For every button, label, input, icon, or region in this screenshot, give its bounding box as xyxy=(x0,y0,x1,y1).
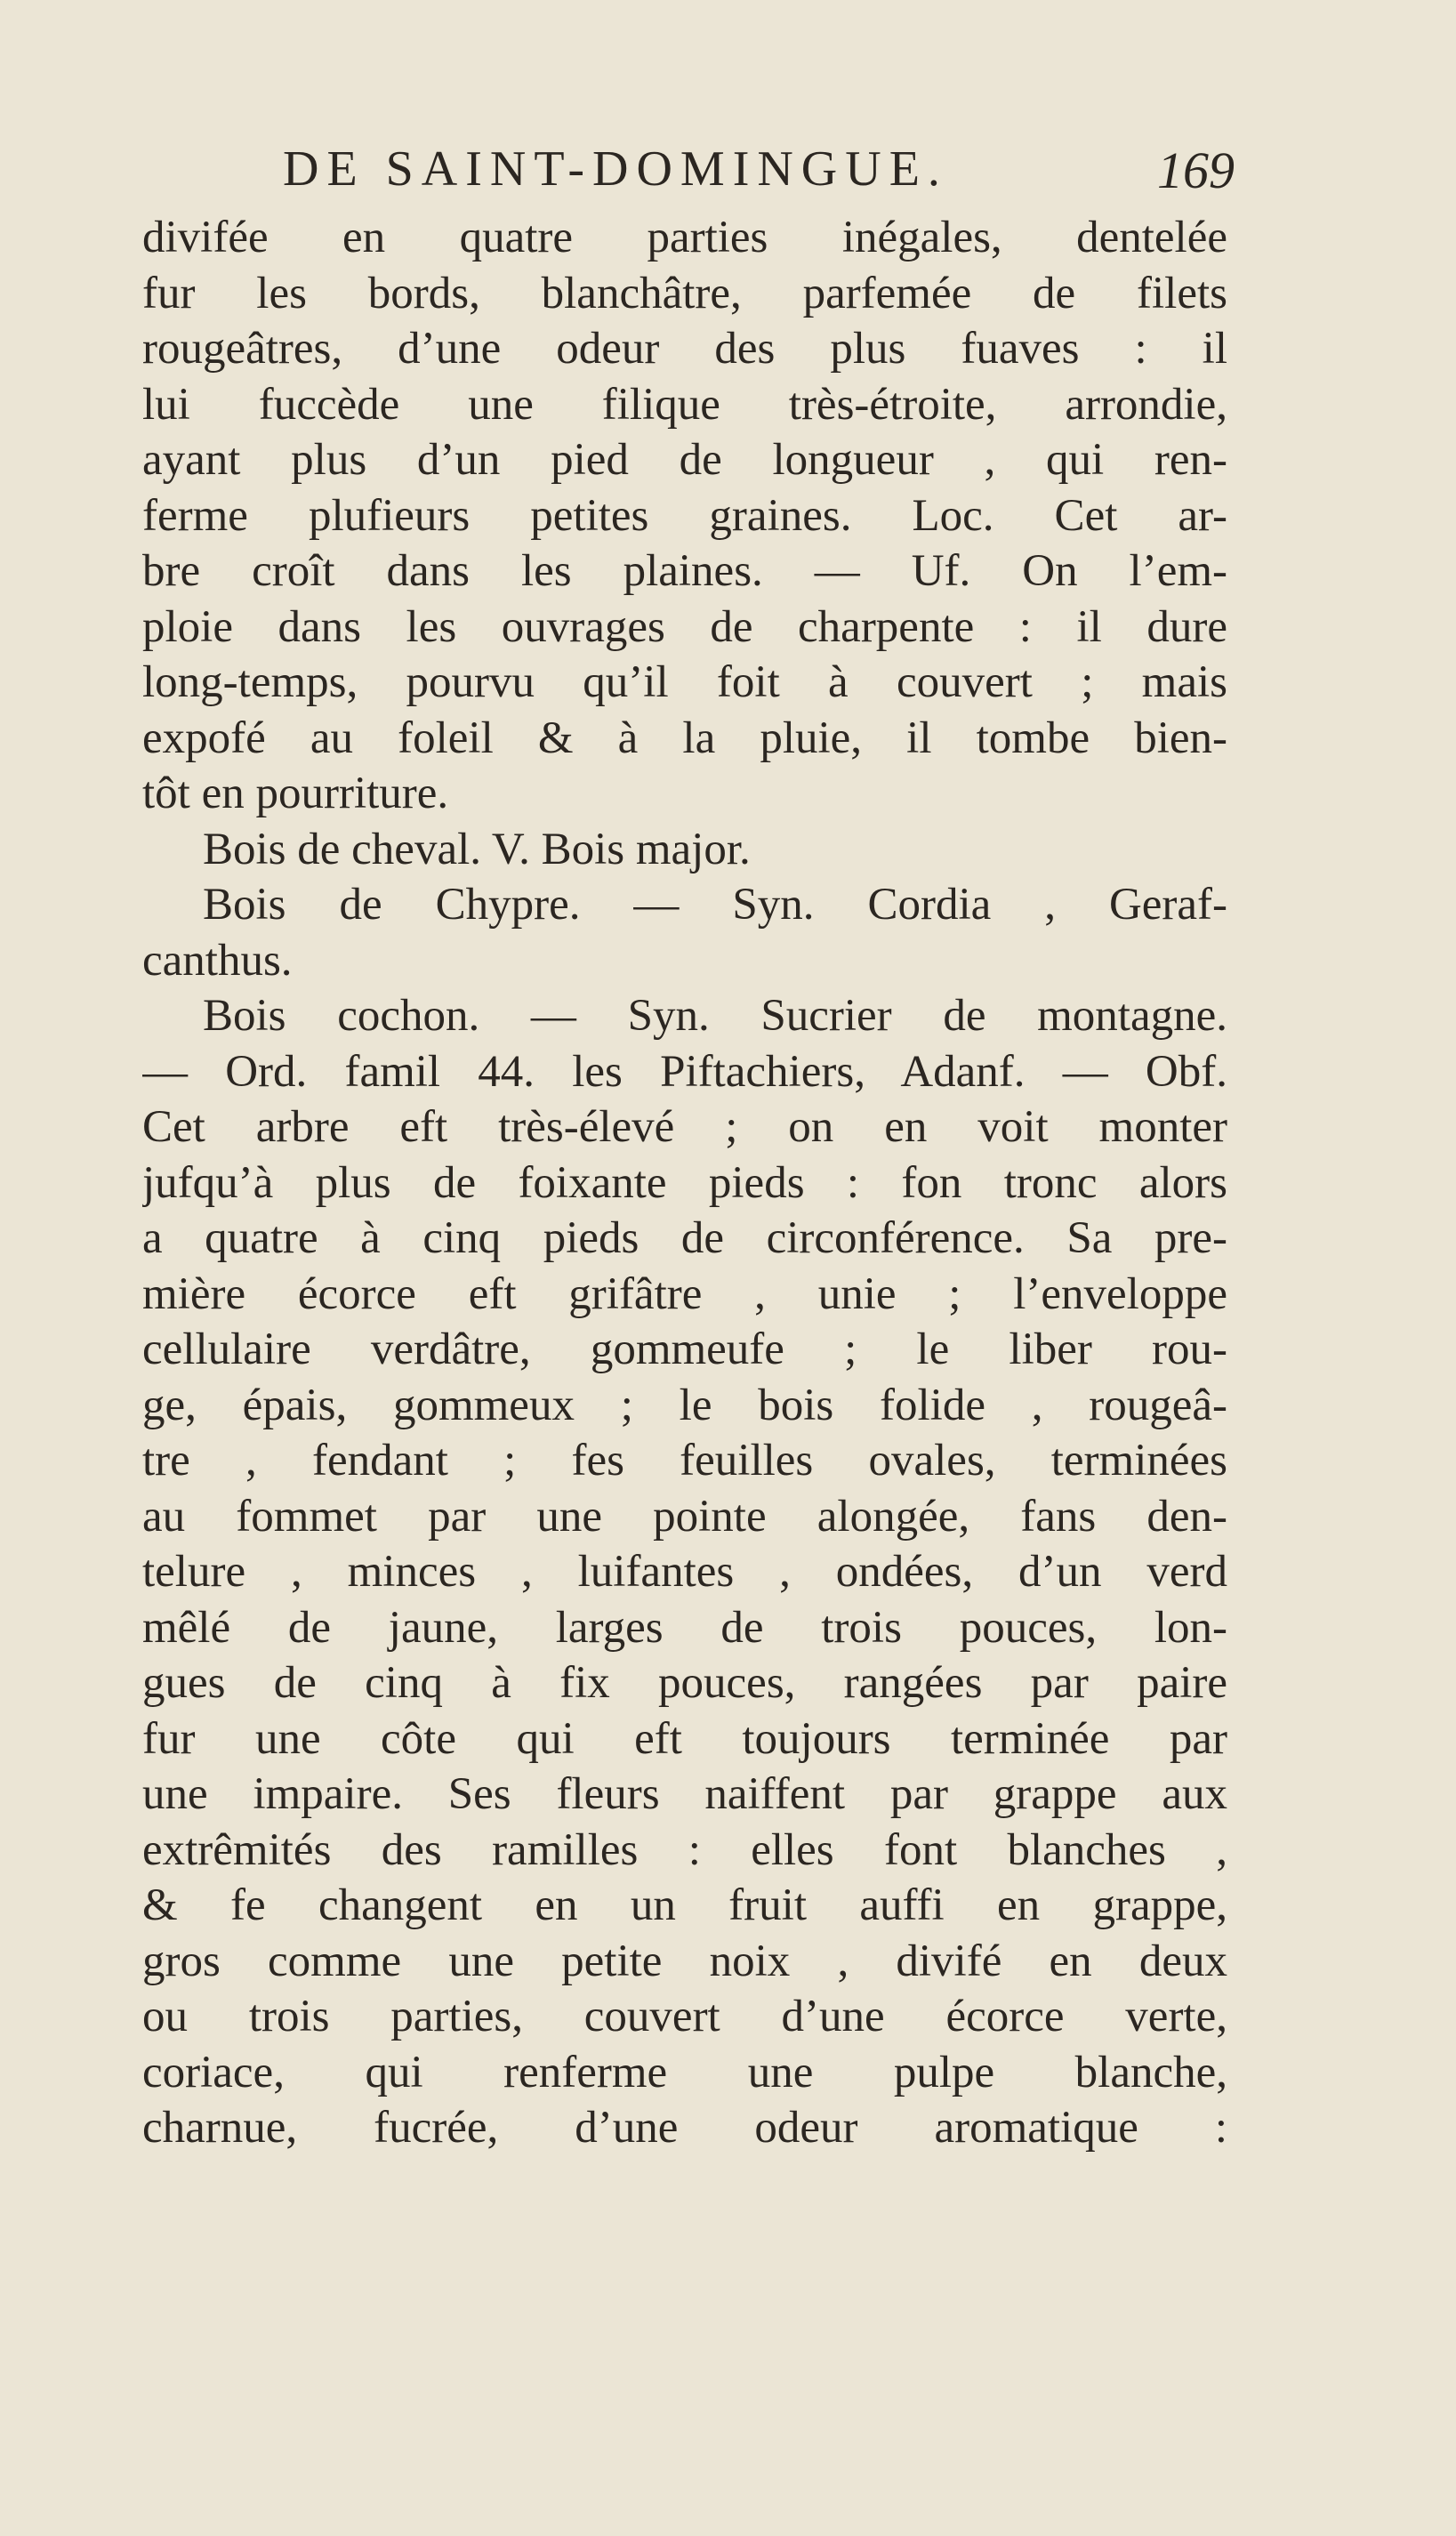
text-line: ploie dans les ouvrages de charpente : il dure xyxy=(142,601,1227,652)
text-line: mière écorce eft grifâtre , unie ; l’enveloppe xyxy=(142,1268,1227,1319)
entry-heading-line: Bois cochon. — Syn. Sucrier de montagne. xyxy=(203,991,1227,1041)
text-line: extrêmités des ramilles : elles font blanches , xyxy=(142,1824,1227,1875)
text-line: tre , fendant ; fes feuilles ovales, terminées xyxy=(142,1436,1227,1485)
text-line: a quatre à cinq pieds de circonférence. Sa pre- xyxy=(142,1213,1227,1263)
text-line: ferme plufieurs petites graines. Loc. Cet ar- xyxy=(142,490,1227,541)
text-line: telure , minces , luifantes , ondées, d’un verd xyxy=(142,1547,1227,1597)
text-line: divifée en quatre parties inégales, dentelée xyxy=(142,213,1227,262)
text-line: & fe changent en un fruit auffi en grappe, xyxy=(142,1880,1227,1930)
text-line: charnue, fucrée, d’une odeur aromatique : xyxy=(142,2103,1227,2153)
entry-heading-line: Bois de Chypre. — Syn. Cordia , Geraf- xyxy=(203,880,1227,930)
text-line: gues de cinq à fix pouces, rangées par paire xyxy=(142,1658,1227,1708)
text-line: fur une côte qui eft toujours terminée par xyxy=(142,1713,1227,1764)
text-line: lui fuccède une filique très-étroite, arrondie, xyxy=(142,379,1227,430)
text-line: ge, épais, gommeux ; le bois folide , rougeâ- xyxy=(142,1380,1227,1430)
text-line: coriace, qui renferme une pulpe blanche, xyxy=(142,2047,1227,2097)
page-header xyxy=(283,141,1235,203)
text-line: jufqu’à plus de foixante pieds : fon tronc alors xyxy=(142,1157,1227,1208)
text-line: rougeâtres, d’une odeur des plus fuaves : il xyxy=(142,324,1227,374)
text-line: — Ord. famil 44. les Piftachiers, Adanf. — Obf. xyxy=(142,1046,1227,1097)
body-text xyxy=(142,210,1227,2156)
entry-heading-line: Bois de cheval. V. Bois major. xyxy=(203,824,751,874)
text-line: cellulaire verdâtre, gommeufe ; le liber rou- xyxy=(142,1324,1227,1374)
text-line: gros comme une petite noix , divifé en deux xyxy=(142,1936,1227,1986)
text-line: canthus. xyxy=(142,935,293,986)
text-line: tôt en pourriture. xyxy=(142,769,449,818)
running-head: DE SAINT-DOMINGUE. xyxy=(283,141,948,197)
text-line: ou trois parties, couvert d’une écorce verte, xyxy=(142,1992,1227,2041)
text-line: bre croît dans les plaines. — Uf. On l’em- xyxy=(142,546,1227,596)
text-line: une impaire. Ses fleurs naiffent par grappe aux xyxy=(142,1769,1227,1819)
text-line: fur les bords, blanchâtre, parfemée de filets xyxy=(142,268,1227,318)
text-line: ayant plus d’un pied de longueur , qui ren- xyxy=(142,435,1227,485)
text-line: au fommet par une pointe alongée, fans den- xyxy=(142,1491,1227,1542)
text-line: long-temps, pourvu qu’il foit à couvert ; mais xyxy=(142,657,1227,707)
text-line: expofé au foleil & à la pluie, il tombe bien- xyxy=(142,712,1227,763)
text-line: Cet arbre eft très-élevé ; on en voit monter xyxy=(142,1102,1227,1152)
page-number: 169 xyxy=(1157,141,1235,199)
text-line: mêlé de jaune, larges de trois pouces, lon- xyxy=(142,1602,1227,1653)
